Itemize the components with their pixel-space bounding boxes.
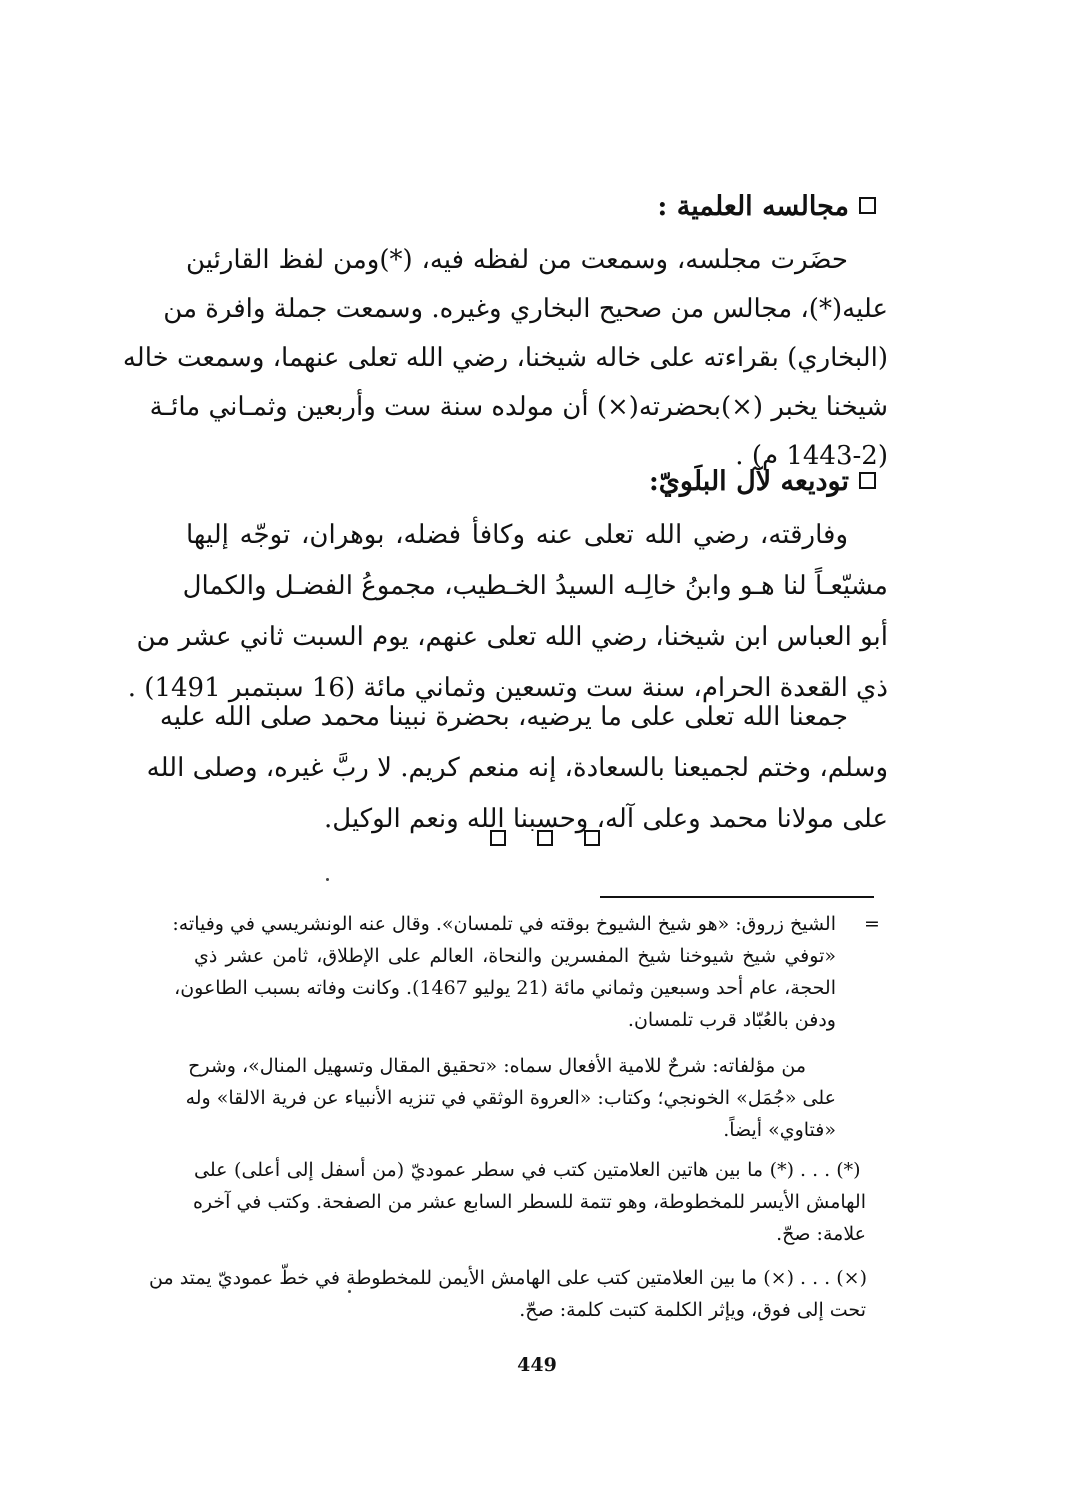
footnote-line: (×) ما بين العلامتين كتب على الهامش الأيمن للمخطوطة في خطّ عموديّ يمتد من	[149, 1267, 794, 1289]
footnote-line: تحت إلى فوق، ويإثر الكلمة كتبت كلمة: صحّ.	[519, 1299, 866, 1321]
paragraph-farewell	[127, 510, 888, 714]
section-end-ornament	[490, 830, 600, 850]
heading-text: توديعه لآل البلَويّ:	[648, 466, 849, 497]
footnote-line: (*) ما بين هاتين العلامتين كتب في سطر عموديّ (من أسفل إلى أعلى) على	[194, 1159, 794, 1181]
footnote-cross-marker: (×) . . .	[800, 1267, 867, 1289]
square-bullet-icon	[859, 197, 876, 214]
footnote-zarruq	[172, 908, 836, 1036]
text-line: (1443-2 م) .	[735, 441, 888, 471]
footnote-asterisk	[194, 1154, 794, 1186]
footnote-line: ودفن بالعُبّاد قرب تلمسان.	[627, 1009, 836, 1031]
text-line: وسلم، وختم لجميعنا بالسعادة، إنه منعم كريم. لا ربَّ غيره، وصلى الله	[146, 753, 888, 783]
footnote-line: الشيخ زروق: «هو شيخ الشيوخ بوقته في تلمسان». وقال عنه الونشريسي في وفياته:	[172, 913, 836, 935]
footnote-continuation-marker: =	[864, 913, 880, 935]
text-line: مشيّعـاً لنا هـو وابنُ خالِـه السيدُ الخـطيب، مجموعُ الفضـل والكمال	[182, 571, 888, 601]
square-ornament-icon	[490, 830, 506, 846]
heading-text: مجالسه العلمية :	[657, 191, 849, 222]
square-ornament-icon	[584, 830, 600, 846]
text-line: (البخاري) بقراءته على خاله شيخنا، رضي الله تعلى عنهما، وسمعت خاله	[122, 343, 888, 373]
text-line: وفارقته، رضي الله تعلى عنه وكافأ فضله، بوهران، توجّه إليها	[186, 520, 848, 550]
footnote-asterisk-cont	[194, 1186, 866, 1250]
footnote-line: الحجة، عام أحد وسبعين وثماني مائة (21 يوليو 1467). وكانت وفاته بسبب الطاعون،	[174, 977, 836, 999]
footnote-line: الهامش الأيسر للمخطوطة، وهو تتمة للسطر السابع عشر من الصفحة. وكتب في آخره	[192, 1191, 866, 1213]
footnote-works	[185, 1050, 836, 1146]
text-line: على مولانا محمد وعلى آله، وحسبنا الله ونعم الوكيل.	[324, 804, 888, 834]
section-heading-scholarly-sessions	[657, 190, 876, 224]
paragraph-closing-prayer	[146, 692, 888, 845]
footnote-line: علامة: صحّ.	[776, 1223, 866, 1245]
footnote-separator-rule	[600, 896, 874, 898]
page-number: 449	[517, 1354, 557, 1376]
footnote-line: من مؤلفاته: شرحٌ للامية الأفعال سماه: «تحقيق المقال وتسهيل المنال»، وشرح	[188, 1055, 806, 1077]
text-line: ذي القعدة الحرام، سنة ست وتسعين وثماني مائة (16 سبتمبر 1491) .	[127, 673, 888, 703]
text-line: شيخنا يخبر (×)بحضرته(×) أن مولده سنة ست وأربعين وثمـاني مائـة	[149, 392, 888, 422]
scan-speck	[348, 1290, 351, 1293]
text-line: حضَرت مجلسه، وسمعت من لفظه فيه، (*)ومن لفظ القارئين	[186, 245, 848, 275]
footnote-cross-cont	[194, 1294, 866, 1326]
footnote-cross	[149, 1262, 794, 1294]
footnote-line: على «جُمَل» الخونجي؛ وكتاب: «العروة الوثقي في تنزيه الأنبياء عن فرية الالقا» وله	[185, 1087, 836, 1109]
text-line: جمعنا الله تعلى على ما يرضيه، بحضرة نبينا محمد صلى الله عليه	[159, 702, 848, 732]
text-line: أبو العباس ابن شيخنا، رضي الله تعلى عنهم، يوم السبت ثاني عشر من	[136, 622, 888, 652]
scan-speck	[326, 878, 329, 881]
text-line: عليه(*)، مجالس من صحيح البخاري وغيره. وسمعت جملة وافرة من	[163, 294, 888, 324]
square-ornament-icon	[537, 830, 553, 846]
paragraph-sessions	[122, 236, 888, 481]
footnote-line: «توفي شيخ شيوخنا شيخ المفسرين والنحاة، العالم على الإطلاق، ثامن عشر ذي	[194, 945, 836, 967]
section-heading-farewell	[649, 465, 876, 499]
square-bullet-icon	[859, 472, 876, 489]
footnote-asterisk-marker: (*) . . .	[800, 1159, 861, 1181]
footnote-line: «فتاوي» أيضاً.	[723, 1119, 836, 1141]
